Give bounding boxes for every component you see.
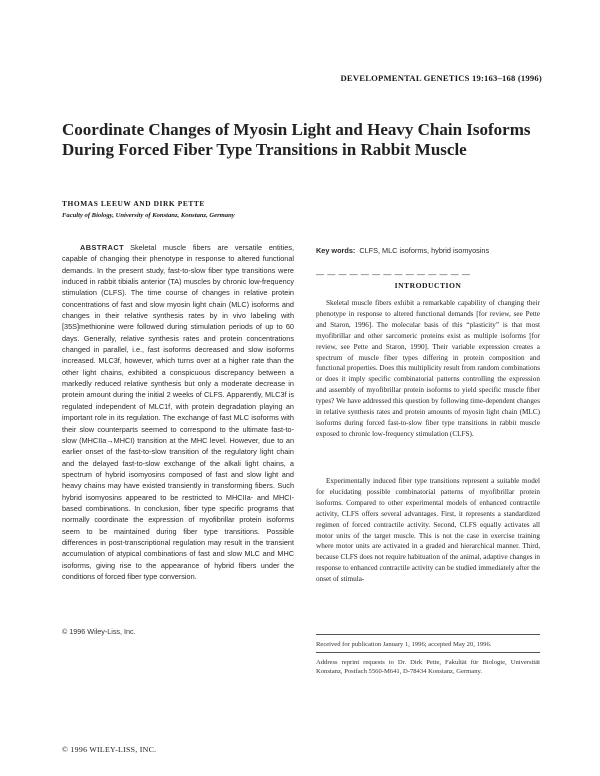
abstract-text: Skeletal muscle fibers are versatile entities, capable of changing their phenotype in response to altered functional demands. In the present study, fast-to-slow fiber type transitions were induced in rabbit tibialis anterior (TA) muscles by chronic low-frequency stimulation (CLFS). The time course of changes in relative protein concentrations of fast and slow myosin light chain (MLC) isoforms and changes in their relative synthesis rates by in vivo labeling with [35S]methionine were followed during stimulation periods of up to 60 days. Generally, relative synthesis rates and protein concentrations changed in parallel, i.e., fast isoforms decreased and slow isoforms increased. MLC3f, however, which turns over at a higher rate than the other light chains, exhibited a conspicuous discrepancy between a markedly reduced relative synthesis but only a moderate decrease in protein amount during the initial 2 weeks of CLFS. Apparently, MLC3f is regulated independent of MLC1f, with protein degradation playing an important role in its regulation. The exchange of fast MLC isoforms with their slow counterparts seemed to correspond to the ultimate fast-to-slow (MHCIIa→MHCI) transition at the MHC level. However, due to an earlier onset of the fast-to-slow transition of the regulatory light chain and the delayed fast-to-slow exchange of the alkali light chains, a spectrum of hybrid isomyosins composed of fast and slow light and heavy chains may have existed transiently in transforming fibers. Such hybrid isomyosins appeared to be restricted to MHCIIa- and MHCI-based combinations. In conclusion, fiber type specific programs that normally coordinate the expression of myofibrillar protein isoforms seem to be maintained during fiber type transitions. Possible differences in post-transcriptional regulation may result in the transient accumulation of atypical combinations of fast and slow MLC and MHC isoforms, giving rise to the appearance of hybrid fibers under the conditions of forced fiber type conversion. [62, 243, 294, 581]
authors: THOMAS LEEUW AND DIRK PETTE [62, 199, 205, 208]
introduction-paragraph-2: Experimentally induced fiber type transitions represent a suitable model for elucidating possible combinatorial patterns of myofibrillar protein isoforms. Compared to other experimental models of enhanced contractile activity, CLFS offers several advantages. First, it represents a standardized regimen of forced contractile activity. Second, CLFS equally activates all motor units of the target muscle. This is not the case in exercise training where motor units are activated in a graded and hierarchical manner. Third, because CLFS does not require habituation of the animal, adaptive changes in response to enhanced contractile activity can be studied immediately after the onset of stimula- [316, 477, 540, 584]
abstract-label: ABSTRACT [80, 243, 125, 252]
keywords-label: Key words: [316, 246, 356, 255]
affiliation: Faculty of Biology, University of Konstanz, Konstanz, Germany [62, 212, 235, 219]
abstract-copyright: © 1996 Wiley-Liss, Inc. [62, 627, 136, 636]
footnote-rule [316, 634, 540, 635]
footnote-rule-2 [316, 652, 540, 653]
keywords-text: CLFS, MLC isoforms, hybrid isomyosins [359, 246, 490, 255]
section-separator: — — — — — — — — — — — — — — [316, 270, 471, 279]
journal-header: DEVELOPMENTAL GENETICS 19:163–168 (1996) [340, 73, 542, 83]
introduction-heading: INTRODUCTION [394, 281, 462, 290]
publisher-copyright: © 1996 WILEY-LISS, INC. [62, 745, 157, 754]
reprint-address: Address reprint requests to Dr. Dirk Pette, Fakultät für Biologie, Universität Konstanz, Postfach 5560-M641, D-78434 Konstanz, Germany. [316, 659, 540, 676]
received-note: Received for publication January 1, 1996; accepted May 20, 1996. [316, 641, 492, 648]
article-title: Coordinate Changes of Myosin Light and Heavy Chain Isoforms During Forced Fiber Type Transitions in Rabbit Muscle [62, 120, 531, 159]
abstract [62, 242, 294, 582]
introduction-paragraph-1: Skeletal muscle fibers exhibit a remarkable capability of changing their phenotype in response to altered functional demands [for review, see Pette and Staron, 1996]. The molecular basis of this “plasticity” is that most myofibrillar and other sarcomeric proteins exist as multiple isoforms [for review, see Pette and Staron, 1990]. Their variable expression creates a spectrum of muscle fiber types differing in protein composition and functional properties. Does this multiplicity result from random combinations or does it imply specific combinatorial patterns controlling the expression and assembly of myofibrillar protein isoforms to yield specific muscle fiber types? We have addressed this question by following time-dependent changes in relative synthesis rates and protein amounts of myosin light chain (MLC) isoforms during forced fast-to-slow fiber type transitions in rabbit muscle exposed to chronic low-frequency stimulation (CLFS). [316, 299, 540, 438]
keywords [316, 245, 540, 257]
